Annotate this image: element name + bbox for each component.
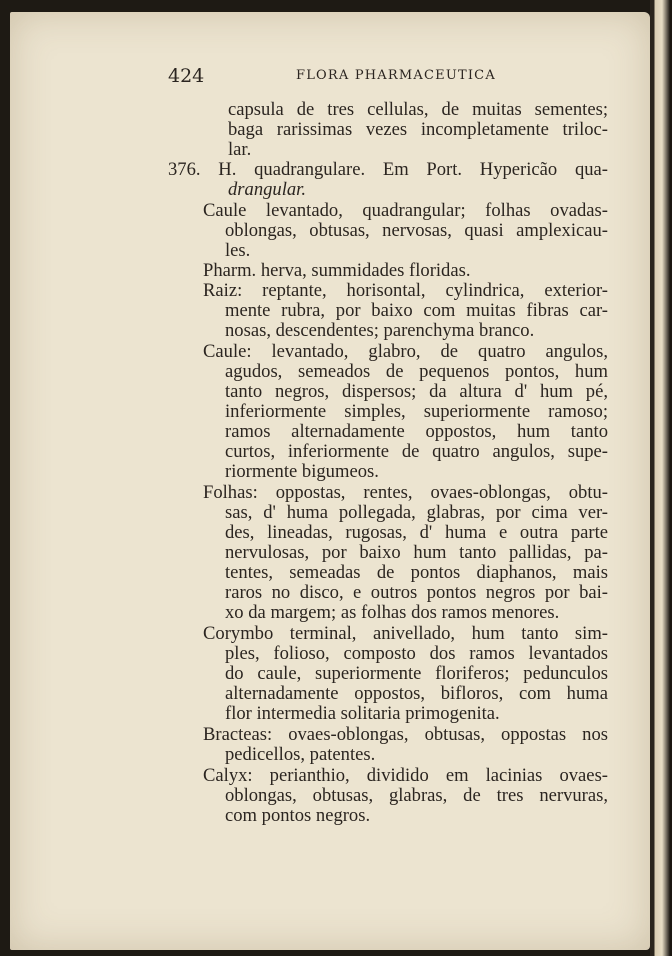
text-line: tentes, semeadas de pontos diaphanos, mais: [225, 562, 608, 583]
text-line: agudos, semeados de pequenos pontos, hum: [225, 361, 608, 382]
text-line: Caule levantado, quadrangular; folhas ovadas-: [203, 200, 608, 221]
text-line: capsula de tres cellulas, de muitas sementes;: [228, 99, 608, 120]
text-line: Raiz: reptante, horisontal, cylindrica, exterior-: [203, 280, 608, 301]
text-line: Bracteas: ovaes-oblongas, obtusas, oppostas nos: [203, 724, 608, 745]
text-line: des, lineadas, rugosas, d' huma e outra parte: [225, 522, 608, 543]
text-line: nosas, descendentes; parenchyma branco.: [225, 320, 535, 341]
entry-heading-line: 376. H. quadrangulare. Em Port. Hypericão qua-: [168, 159, 608, 180]
book-page: [10, 12, 650, 950]
text-line: alternadamente oppostos, bifloros, com huma: [225, 683, 608, 704]
text-line: com pontos negros.: [225, 805, 371, 826]
text-line: pedicellos, patentes.: [225, 744, 376, 765]
text-line: Pharm. herva, summidades floridas.: [203, 260, 471, 281]
text-line: oblongas, obtusas, nervosas, quasi amplexicau-: [225, 220, 608, 241]
text-line: mente rubra, por baixo com muitas fibras car-: [225, 300, 608, 321]
text-line: sas, d' huma pollegada, glabras, por cima ver-: [225, 502, 608, 523]
text-line: Folhas: oppostas, rentes, ovaes-oblongas, obtu-: [203, 482, 608, 503]
text-line: riormente bigumeos.: [225, 461, 379, 482]
text-line: lar.: [228, 139, 252, 160]
text-line: ples, folioso, composto dos ramos levantados: [225, 643, 608, 664]
text-line: xo da margem; as folhas dos ramos menores.: [225, 602, 560, 623]
text-line: les.: [225, 240, 251, 261]
text-line: flor intermedia solitaria primogenita.: [225, 703, 500, 724]
text-line: drangular.: [228, 179, 307, 200]
running-title: FLORA PHARMACEUTICA: [296, 68, 496, 83]
page-header: [168, 63, 608, 87]
text-line: inferiormente simples, superiormente ramoso;: [225, 401, 608, 422]
text-line: ramos alternadamente oppostos, hum tanto: [225, 421, 608, 442]
text-line: Corymbo terminal, anivellado, hum tanto sim-: [203, 623, 608, 644]
text-line: do caule, superiormente floriferos; pedunculos: [225, 663, 608, 684]
page-number: 424: [168, 65, 205, 87]
page-content: [10, 12, 650, 950]
next-page-edge: [650, 0, 672, 956]
text-line: baga rarissimas vezes incompletamente triloc-: [228, 119, 608, 140]
text-line: Caule: levantado, glabro, de quatro angulos,: [203, 341, 608, 362]
text-line: nervulosas, por baixo hum tanto pallidas, pa-: [225, 542, 608, 563]
text-line: raros no disco, e outros pontos negros por bai-: [225, 582, 608, 603]
text-line: Calyx: perianthio, dividido em lacinias ovaes-: [203, 765, 608, 786]
text-line: tanto negros, dispersos; da altura d' hum pé,: [225, 381, 608, 402]
text-line: oblongas, obtusas, glabras, de tres nervuras,: [225, 785, 608, 806]
text-line: curtos, inferiormente de quatro angulos, supe-: [225, 441, 608, 462]
